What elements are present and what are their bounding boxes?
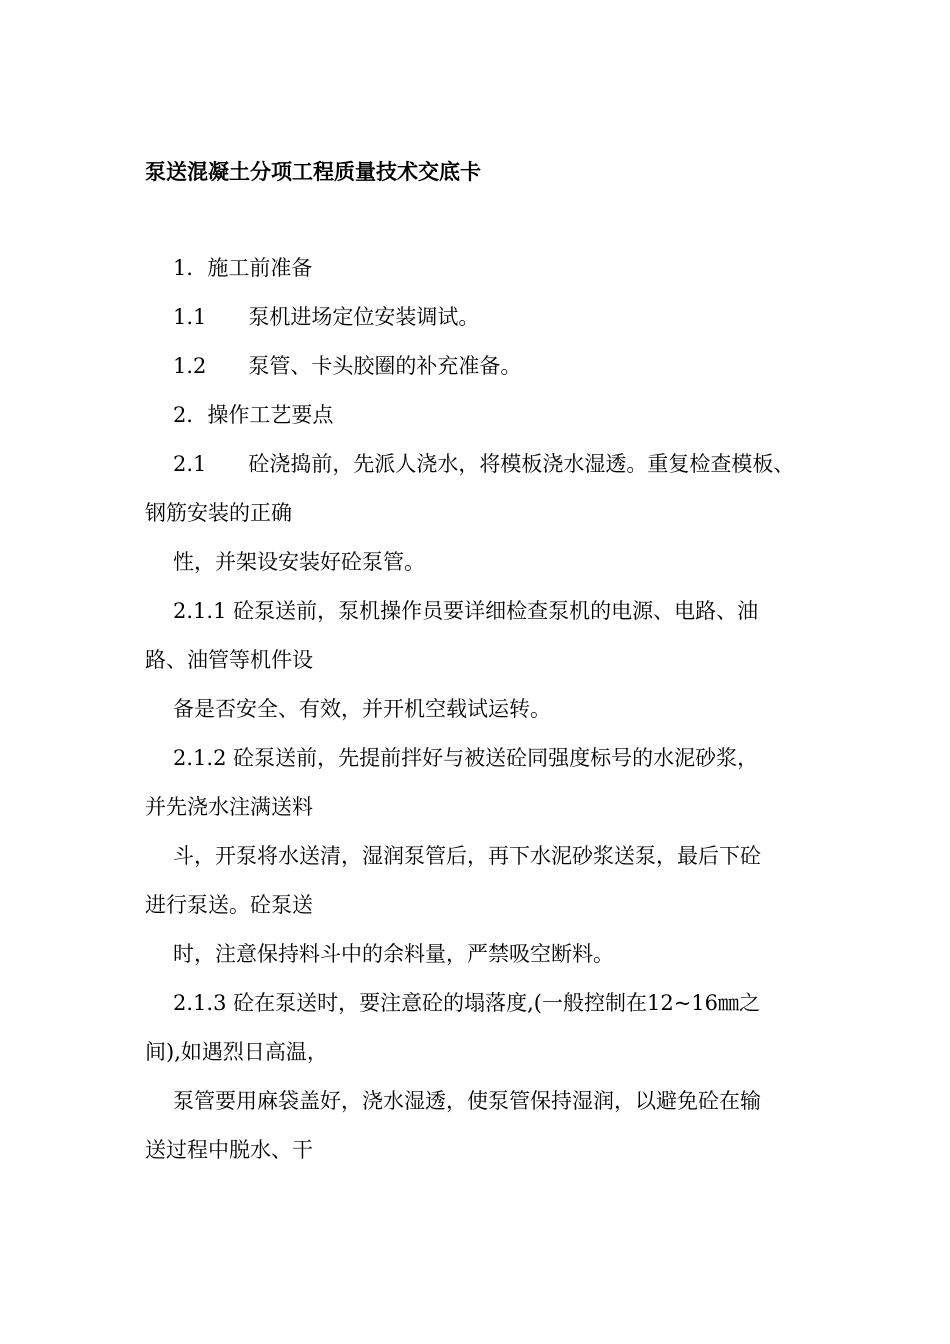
text-line: 间),如遇烈日高温，: [145, 1040, 328, 1064]
text-line: 性，并架设安装好砼泵管。: [173, 550, 425, 574]
document-body: [145, 244, 825, 1175]
text-line: 进行泵送。砼泵送: [145, 893, 313, 917]
text-line: 2.1 砼浇捣前，先派人浇水，将模板浇水湿透。重复检查模板、: [173, 452, 795, 476]
text-line: 送过程中脱水、干: [145, 1138, 313, 1162]
text-line: 并先浇水注满送料: [145, 795, 313, 819]
text-line: 钢筋安装的正确: [145, 501, 292, 525]
text-line: 2.1.3 砼在泵送时，要注意砼的塌落度,(一般控制在12~16㎜之: [173, 991, 761, 1015]
text-line: 备是否安全、有效，并开机空载试运转。: [173, 697, 551, 721]
text-line: 2.1.2 砼泵送前，先提前拌好与被送砼同强度标号的水泥砂浆，: [173, 746, 759, 770]
text-line: 路、油管等机件设: [145, 648, 313, 672]
text-line: 1．施工前准备: [173, 256, 313, 280]
document-title: 泵送混凝土分项工程质量技术交底卡: [145, 160, 481, 184]
text-line: 斗，开泵将水送清，湿润泵管后，再下水泥砂浆送泵，最后下砼: [173, 844, 761, 868]
text-line: 泵管要用麻袋盖好，浇水湿透，使泵管保持湿润，以避免砼在输: [173, 1089, 761, 1113]
text-line: 1.1 泵机进场定位安装调试。: [173, 305, 480, 329]
text-line: 时，注意保持料斗中的余料量，严禁吸空断料。: [173, 942, 614, 966]
text-line: 1.2 泵管、卡头胶圈的补充准备。: [173, 354, 522, 378]
text-line: 2.1.1 砼泵送前，泵机操作员要详细检查泵机的电源、电路、油: [173, 599, 759, 623]
text-line: 2．操作工艺要点: [173, 403, 334, 427]
